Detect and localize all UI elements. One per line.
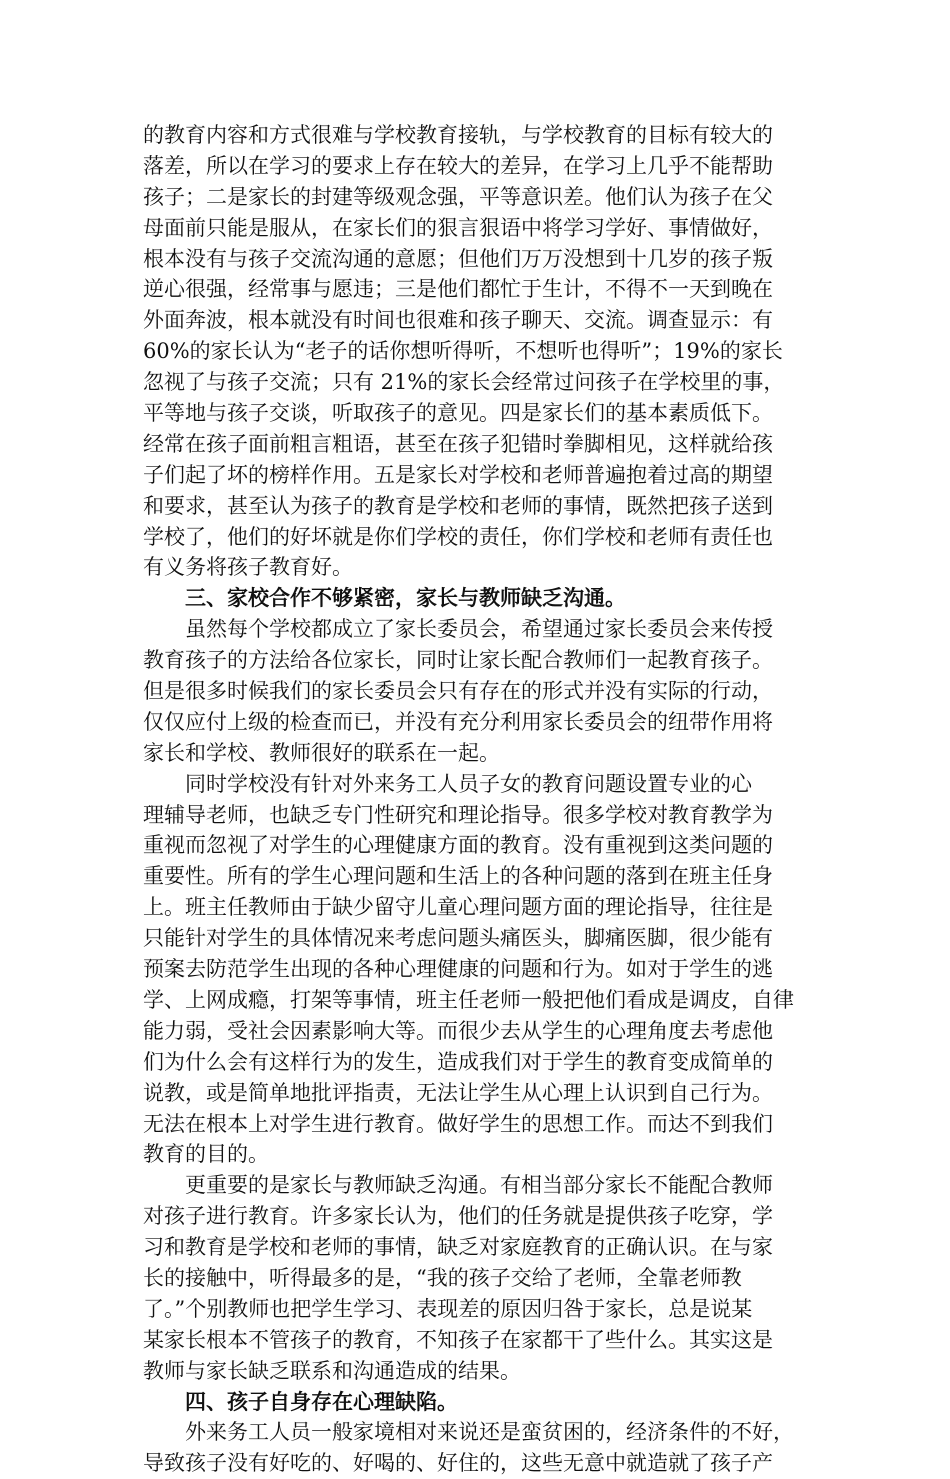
text-line: 有义务将孩子教育好。	[143, 555, 353, 580]
text-line: 某家长根本不管孩子的教育，不知孩子在家都干了些什么。其实这是	[143, 1327, 773, 1352]
text-line: 平等地与孩子交谈，听取孩子的意见。四是家长们的基本素质低下。	[143, 401, 773, 426]
text-line: 教育的目的。	[143, 1142, 269, 1167]
section-heading: 三、家校合作不够紧密，家长与教师缺乏沟通。	[185, 585, 626, 611]
text-line: 60%的家长认为“老子的话你想听得听，不想听也得听”；19%的家长	[143, 339, 783, 364]
text-line: 长的接触中，听得最多的是，“我的孩子交给了老师，全靠老师教	[143, 1265, 742, 1290]
text-line: 教育孩子的方法给各位家长，同时让家长配合教师们一起教育孩子。	[143, 648, 773, 673]
text-line: 重视而忽视了对学生的心理健康方面的教育。没有重视到这类问题的	[143, 833, 773, 858]
text-line: 仅仅应付上级的检查而已，并没有充分利用家长委员会的纽带作用将	[143, 709, 773, 734]
text-line: 上。班主任教师由于缺少留守儿童心理问题方面的理论指导，往往是	[143, 895, 773, 920]
text-line: 但是很多时候我们的家长委员会只有存在的形式并没有实际的行动，	[143, 679, 773, 704]
text-line: 预案去防范学生出现的各种心理健康的问题和行为。如对于学生的逃	[143, 957, 773, 982]
text-line: 母面前只能是服从，在家长们的狠言狠语中将学习学好、事情做好，	[143, 215, 773, 240]
text-line: 理辅导老师，也缺乏专门性研究和理论指导。很多学校对教育教学为	[143, 802, 773, 827]
text-line: 导致孩子没有好吃的、好喝的、好住的，这些无意中就造就了孩子产	[143, 1451, 773, 1476]
text-line: 和要求，甚至认为孩子的教育是学校和老师的事情，既然把孩子送到	[143, 493, 773, 518]
text-line: 学校了，他们的好坏就是你们学校的责任，你们学校和老师有责任也	[143, 524, 773, 549]
text-line: 子们起了坏的榜样作用。五是家长对学校和老师普遍抱着过高的期望	[143, 462, 773, 487]
text-line: 对孩子进行教育。许多家长认为，他们的任务就是提供孩子吃穿，学	[143, 1204, 773, 1229]
text-line: 们为什么会有这样行为的发生，造成我们对于学生的教育变成简单的	[143, 1049, 773, 1074]
text-line: 说教，或是简单地批评指责，无法让学生从心理上认识到自己行为。	[143, 1080, 773, 1105]
text-line: 无法在根本上对学生进行教育。做好学生的思想工作。而达不到我们	[143, 1111, 773, 1136]
text-line: 了。”个别教师也把学生学习、表现差的原因归咎于家长，总是说某	[143, 1296, 753, 1321]
text-line: 逆心很强，经常事与愿违；三是他们都忙于生计，不得不一天到晚在	[143, 277, 773, 302]
text-line: 更重要的是家长与教师缺乏沟通。有相当部分家长不能配合教师	[185, 1173, 773, 1198]
text-line: 落差，所以在学习的要求上存在较大的差异，在学习上几乎不能帮助	[143, 153, 773, 178]
text-line: 能力弱，受社会因素影响大等。而很少去从学生的心理角度去考虑他	[143, 1018, 773, 1043]
text-line: 外来务工人员一般家境相对来说还是蛮贫困的，经济条件的不好，	[185, 1420, 794, 1445]
text-line: 忽视了与孩子交流；只有 21%的家长会经常过问孩子在学校里的事，	[143, 370, 785, 395]
text-line: 只能针对学生的具体情况来考虑问题头痛医头，脚痛医脚，很少能有	[143, 926, 773, 951]
text-line: 的教育内容和方式很难与学校教育接轨，与学校教育的目标有较大的	[143, 123, 773, 147]
text-line: 学、上网成瘾，打架等事情，班主任老师一般把他们看成是调皮，自律	[143, 987, 794, 1012]
text-line: 虽然每个学校都成立了家长委员会，希望通过家长委员会来传授	[185, 617, 773, 642]
text-line: 孩子；二是家长的封建等级观念强，平等意识差。他们认为孩子在父	[143, 184, 773, 209]
body-text	[143, 120, 813, 1479]
text-line: 习和教育是学校和老师的事情，缺乏对家庭教育的正确认识。在与家	[143, 1235, 773, 1260]
text-line: 家长和学校、教师很好的联系在一起。	[143, 740, 500, 765]
text-line: 经常在孩子面前粗言粗语，甚至在孩子犯错时拳脚相见，这样就给孩	[143, 431, 773, 456]
text-line: 外面奔波，根本就没有时间也很难和孩子聊天、交流。调查显示：有	[143, 308, 773, 333]
text-line: 根本没有与孩子交流沟通的意愿；但他们万万没想到十几岁的孩子叛	[143, 246, 773, 271]
text-line: 教师与家长缺乏联系和沟通造成的结果。	[143, 1358, 521, 1383]
text-line: 重要性。所有的学生心理问题和生活上的各种问题的落到在班主任身	[143, 864, 773, 889]
text-line: 同时学校没有针对外来务工人员子女的教育问题设置专业的心	[185, 771, 752, 796]
section-heading: 四、孩子自身存在心理缺陷。	[185, 1388, 458, 1414]
